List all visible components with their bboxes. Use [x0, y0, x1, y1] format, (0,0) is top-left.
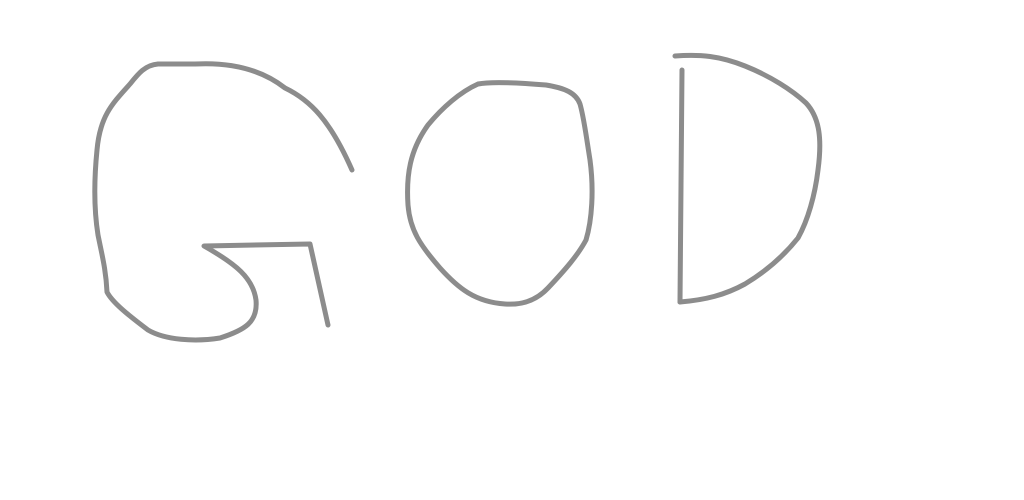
letter-g-stroke — [95, 64, 352, 340]
letter-d-bowl-stroke — [675, 55, 820, 302]
letter-o-stroke — [408, 83, 593, 305]
letter-d-stem-stroke — [680, 70, 682, 302]
